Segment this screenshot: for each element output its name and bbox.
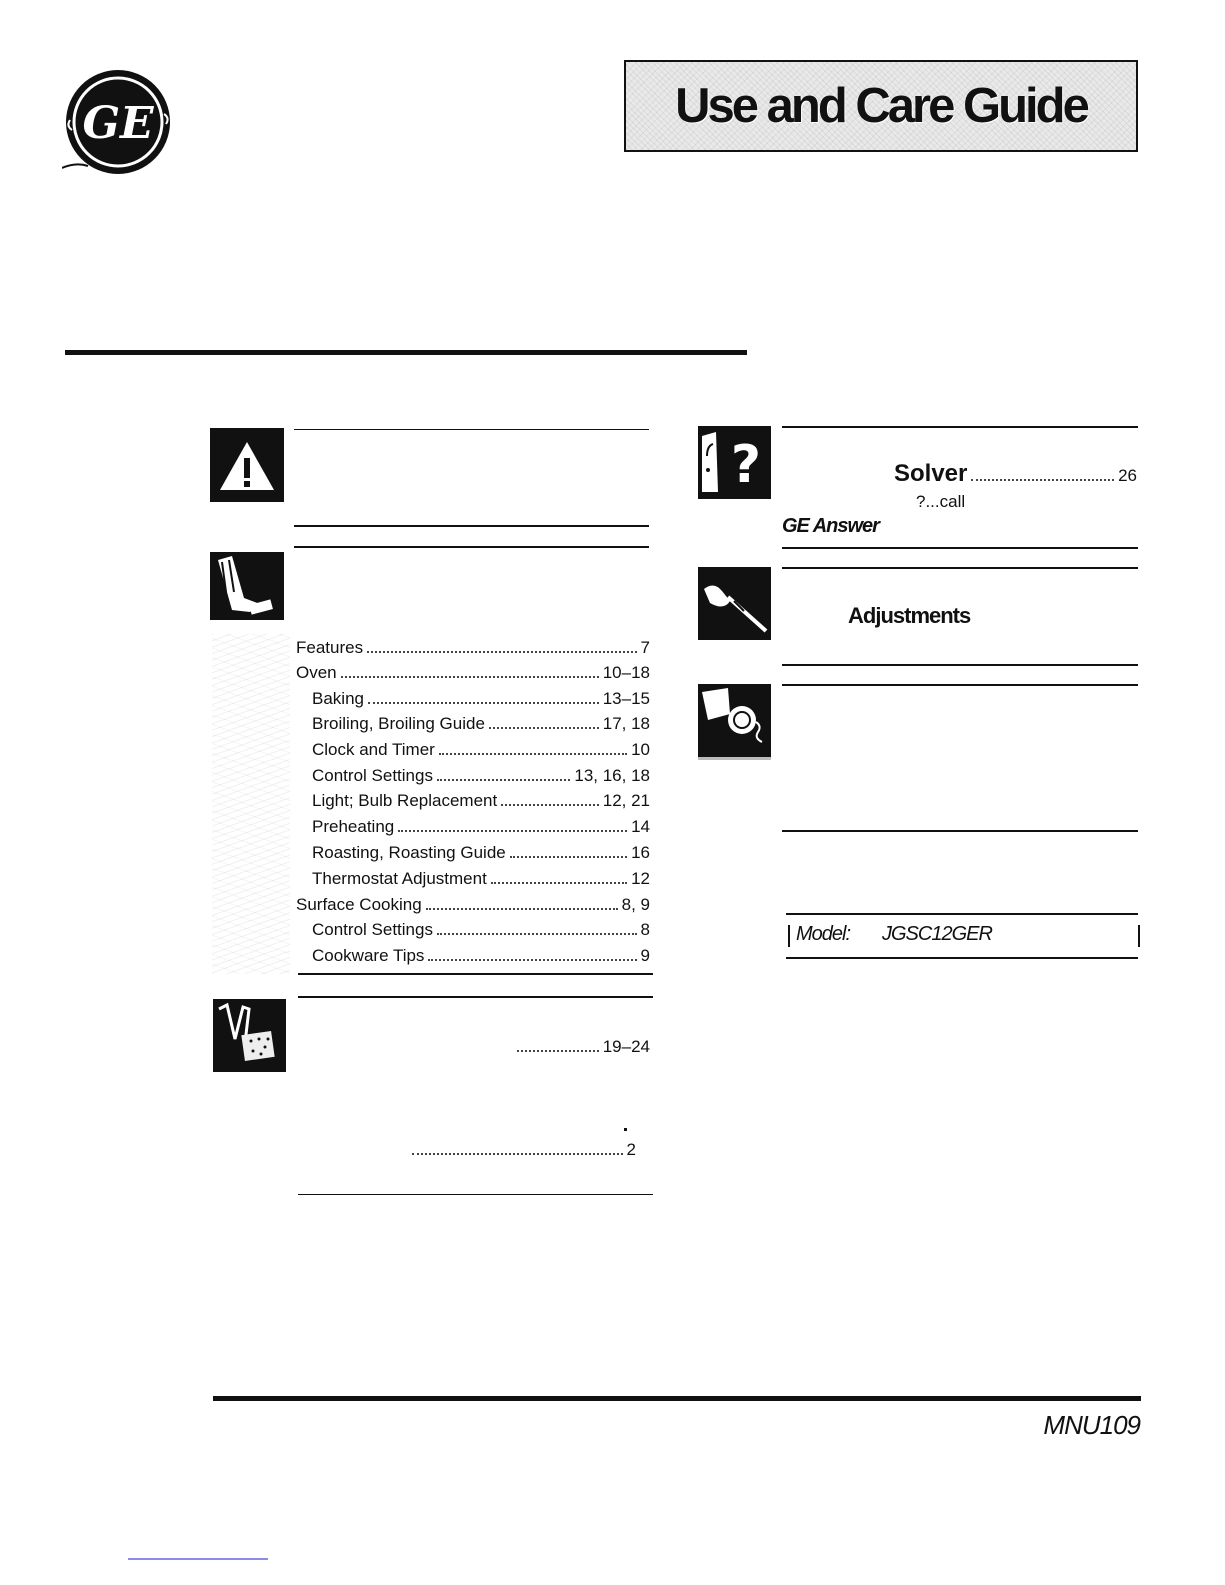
toc-entry-page: 14 <box>631 817 650 836</box>
cleaning-extra-row <box>410 1140 636 1160</box>
cleaning-toc-row <box>515 1037 650 1057</box>
toc-entry <box>296 663 650 683</box>
toc-leader-dots <box>412 1153 623 1155</box>
adjust-top-rule <box>782 567 1138 569</box>
toc-entry-page: 13–15 <box>602 689 650 708</box>
toc-leader-dots <box>489 727 599 729</box>
toc-entry <box>312 740 650 760</box>
service-top-rule <box>782 684 1138 686</box>
toc-entry-page: 7 <box>640 638 650 657</box>
stray-dot <box>624 1128 627 1131</box>
toc-leader-dots <box>491 882 627 884</box>
toc-entry <box>312 689 650 709</box>
solver-top-rule <box>782 426 1138 428</box>
toc-entry-page: 8, 9 <box>621 895 650 914</box>
toc-entry-label: Oven <box>296 663 337 682</box>
cleaning-bottom-rule <box>298 1194 653 1195</box>
toc-entry <box>296 895 650 915</box>
toc-leader-dots <box>437 779 570 781</box>
toc-leader-dots <box>341 676 599 678</box>
operating-top-rule <box>294 546 649 548</box>
toc-leader-dots <box>428 959 636 961</box>
operating-bottom-rule <box>298 973 653 975</box>
solver-label: Solver <box>894 460 968 487</box>
ge-answer-text: GE Answer <box>782 515 879 537</box>
footer-link-underline <box>128 1558 268 1560</box>
toc-entry-label: Baking <box>312 689 364 708</box>
toc-entry-label: Broiling, Broiling Guide <box>312 714 485 733</box>
toc-entry-label: Clock and Timer <box>312 740 435 759</box>
toc-entry-page: 9 <box>640 946 650 965</box>
model-box-right-bar <box>1138 925 1140 947</box>
model-number: JGSC12GER <box>882 923 992 945</box>
title-banner <box>624 60 1138 152</box>
toc-leader-dots <box>367 651 636 653</box>
toc-entry <box>312 946 650 966</box>
toc-entry <box>312 791 650 811</box>
toc-entry <box>312 714 650 734</box>
document-title: Use and Care Guide <box>675 79 1087 133</box>
toc-entry-page: 10–18 <box>602 663 650 682</box>
toc-entry <box>296 638 650 658</box>
header-rule <box>65 350 747 355</box>
toc-leader-dots <box>501 804 599 806</box>
hand-pressing-button-icon <box>210 552 284 620</box>
solver-bottom-rule <box>782 547 1138 549</box>
toc-entry-page: 17, 18 <box>602 714 650 733</box>
model-box-left-bar <box>788 925 790 947</box>
model-label: Model: <box>796 923 851 945</box>
toc-entry-page: 8 <box>640 920 650 939</box>
toc-leader-dots <box>368 702 599 704</box>
svg-text:?: ? <box>730 435 762 495</box>
toc-leader-dots <box>439 753 627 755</box>
toc-entry-label: Light; Bulb Replacement <box>312 791 498 810</box>
cleaning-top-rule <box>298 996 653 998</box>
footer-rule <box>213 1396 1141 1401</box>
solver-toc-row <box>894 460 1137 488</box>
toc-leader-dots <box>517 1050 599 1052</box>
toc-entry-page: 12 <box>631 869 650 888</box>
toc-entry <box>312 766 650 786</box>
svg-text:GE: GE <box>82 98 154 149</box>
toc-entry-page: 13, 16, 18 <box>574 766 650 785</box>
toc-entry-label: Control Settings <box>312 766 433 785</box>
cleaning-page-range: 19–24 <box>602 1037 650 1056</box>
toc-entry <box>312 920 650 940</box>
toc-entry-label: Thermostat Adjustment <box>312 869 487 888</box>
cleaning-extra-page: 2 <box>626 1140 636 1159</box>
document-code: MNU109 <box>1043 1410 1140 1440</box>
toc-entry <box>312 869 650 889</box>
decorative-scribble <box>212 634 290 974</box>
sponge-icon <box>213 999 286 1072</box>
toc-leader-dots <box>437 933 637 935</box>
toc-entry-page: 10 <box>631 740 650 759</box>
safety-bottom-rule <box>294 525 649 527</box>
adjust-bottom-rule <box>782 664 1138 666</box>
toc-leader-dots <box>510 856 627 858</box>
service-bottom-rule <box>782 830 1138 832</box>
screwdriver-icon <box>698 567 771 640</box>
toc-entry-label: Features <box>296 638 364 657</box>
gas-valve-icon <box>698 684 771 760</box>
solver-page: 26 <box>1118 466 1137 485</box>
warning-icon <box>210 428 284 502</box>
question-mark-icon <box>698 426 771 499</box>
toc-leader-dots <box>971 479 1114 481</box>
toc-leader-dots <box>426 908 618 910</box>
toc-leader-dots <box>398 830 627 832</box>
call-text: ?...call <box>916 492 966 511</box>
toc-entry-label: Cookware Tips <box>312 946 425 965</box>
safety-top-rule <box>294 429 649 430</box>
toc-entry-label: Control Settings <box>312 920 433 939</box>
toc-entry-label: Preheating <box>312 817 395 836</box>
toc-entry-page: 12, 21 <box>602 791 650 810</box>
adjustments-label: Adjustments <box>848 603 971 628</box>
toc-entry-label: Roasting, Roasting Guide <box>312 843 506 862</box>
toc-entry-label: Surface Cooking <box>296 895 422 914</box>
toc-entry <box>312 817 650 837</box>
toc-entry-page: 16 <box>631 843 650 862</box>
toc-entry <box>312 843 650 863</box>
model-box <box>786 913 1138 959</box>
ge-logo <box>62 68 174 176</box>
